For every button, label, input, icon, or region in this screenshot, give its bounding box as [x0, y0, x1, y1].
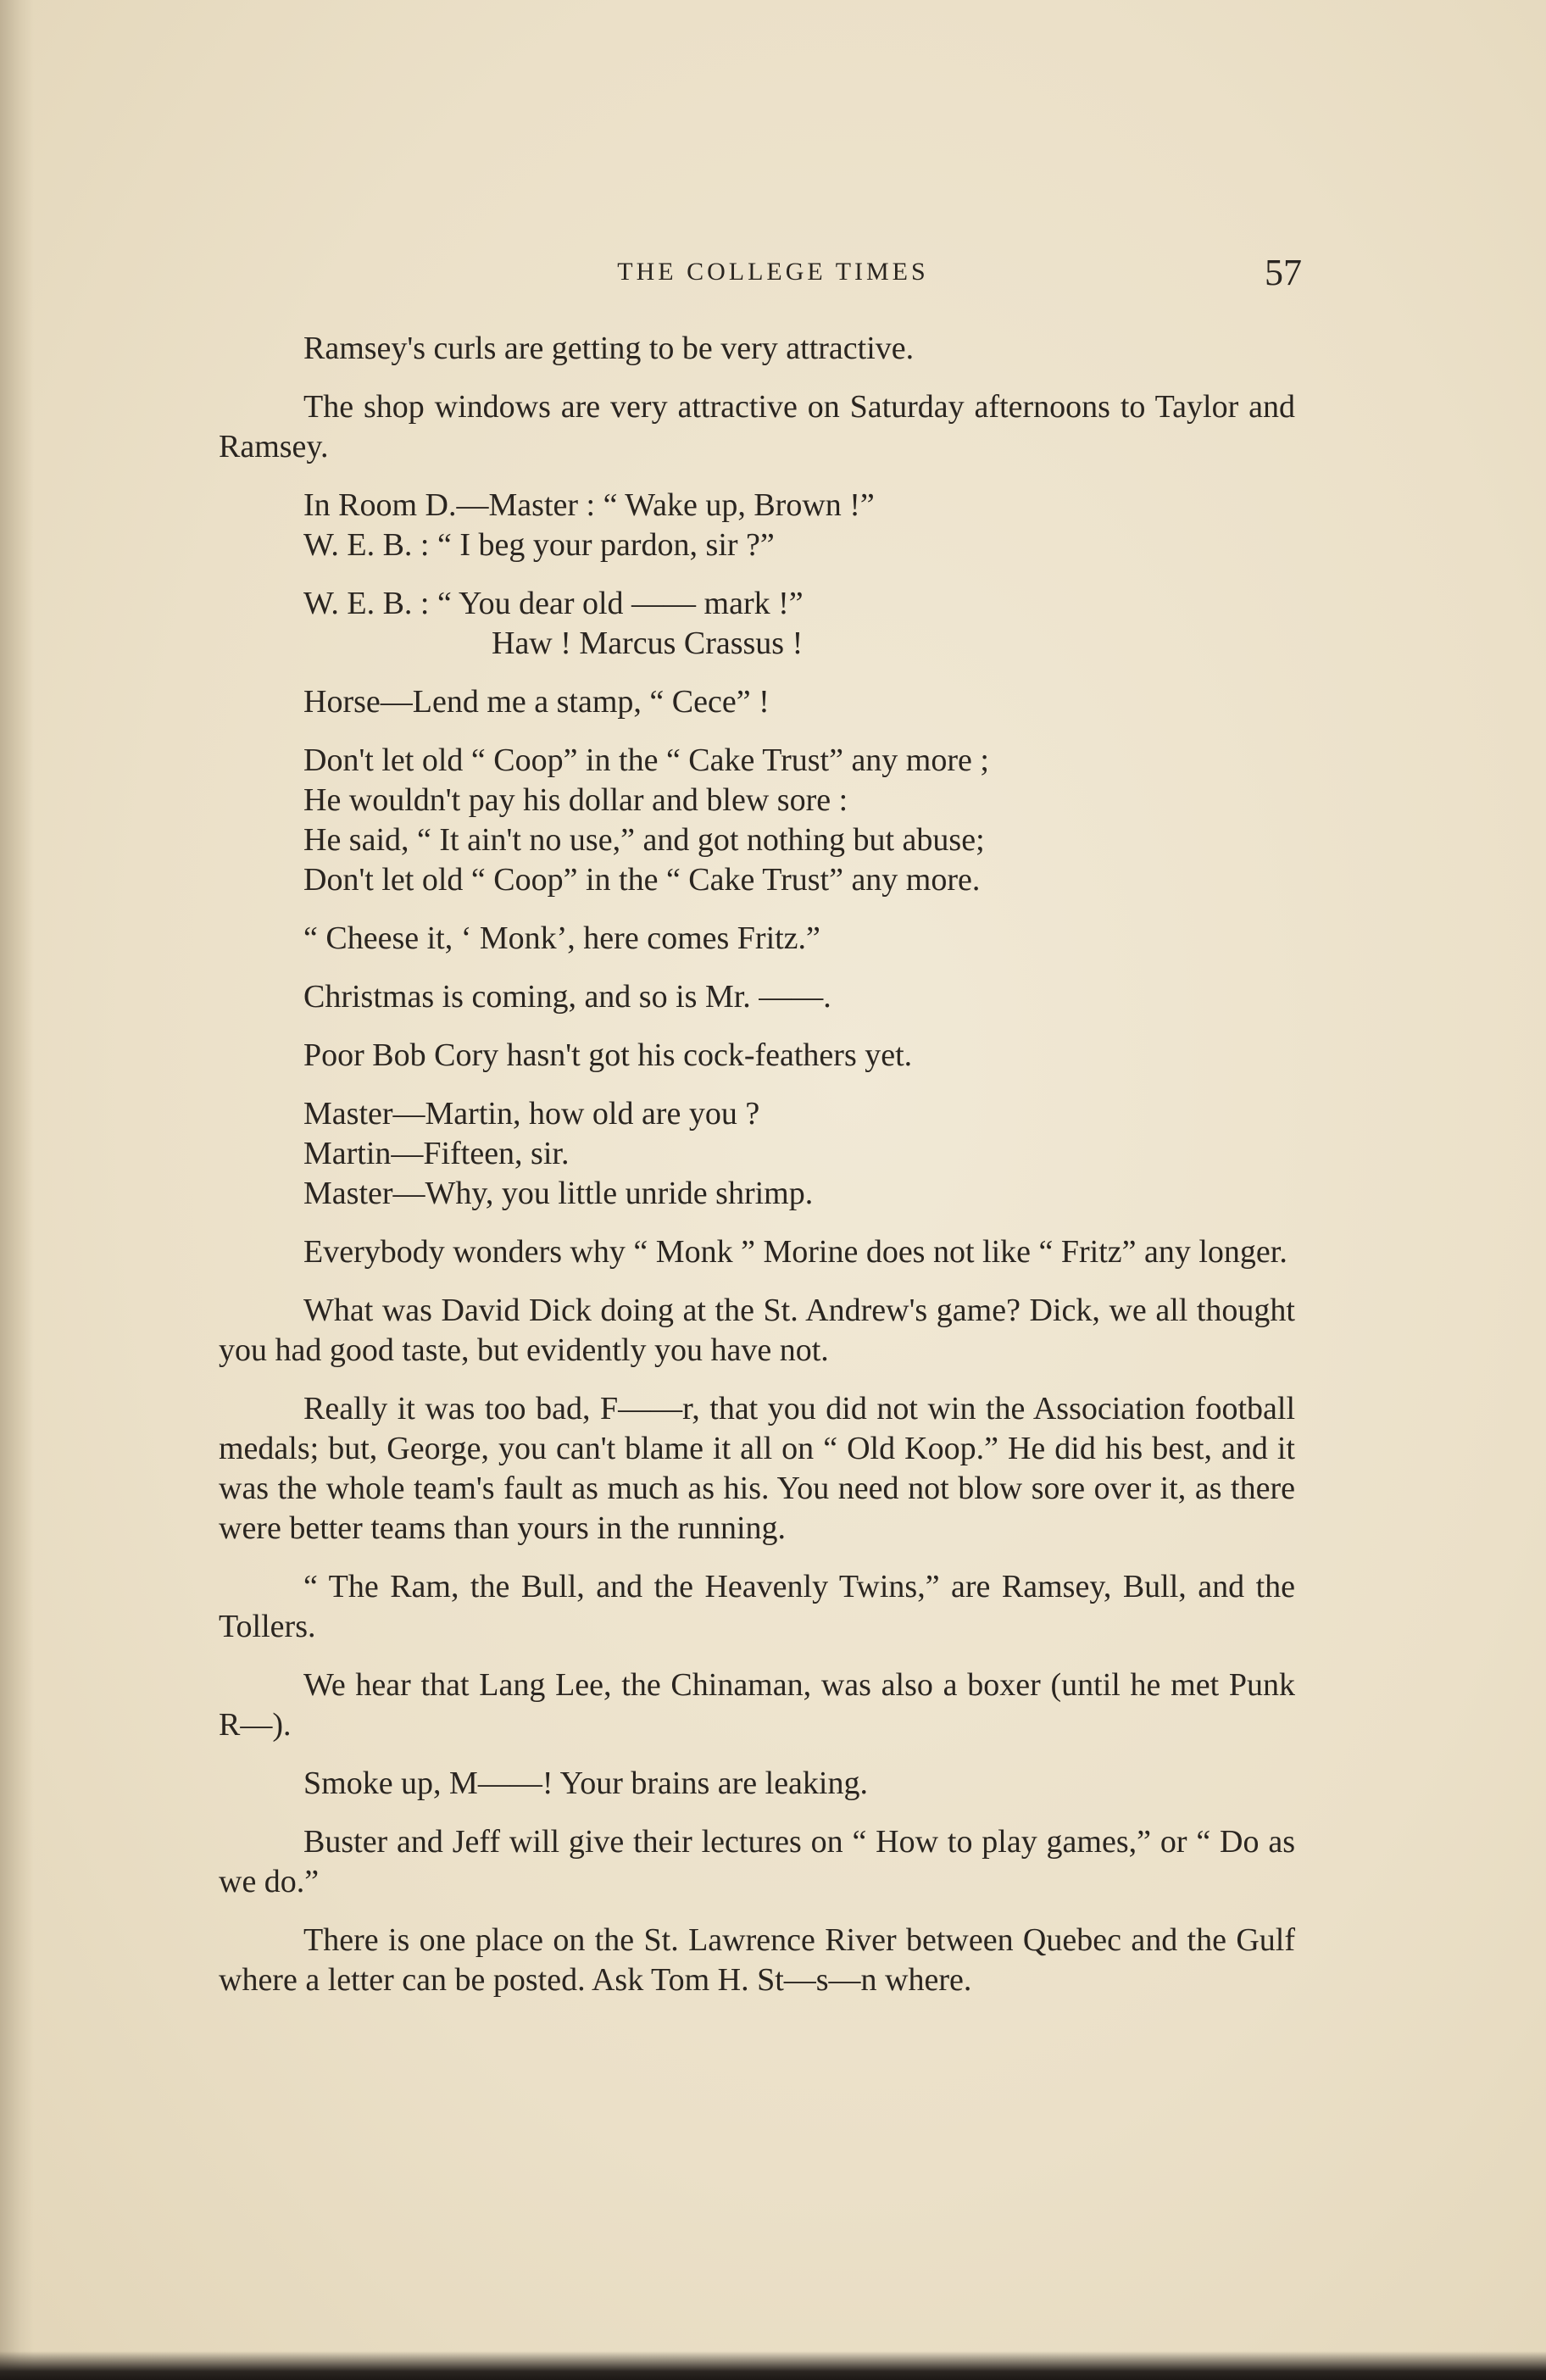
verse-line: He wouldn't pay his dollar and blew sore : [303, 782, 848, 818]
page-binding-shadow [0, 0, 34, 2380]
dialogue-block [219, 1094, 1295, 1214]
page-bottom-edge [0, 2351, 1546, 2380]
page-content [219, 329, 1295, 2019]
verse-block [219, 741, 1295, 900]
page-number: 57 [1265, 252, 1302, 293]
paragraph: “ The Ram, the Bull, and the Heavenly Twins,” are Ramsey, Bull, and the Tollers. [219, 1569, 1295, 1644]
dialogue-line: Haw ! Marcus Crassus ! [492, 626, 804, 661]
paragraph: Horse—Lend me a stamp, “ Cece” ! [303, 684, 770, 720]
paragraph: Buster and Jeff will give their lectures on “ How to play games,” or “ Do as we do.” [219, 1824, 1295, 1899]
paragraph: Christmas is coming, and so is Mr. ——. [303, 979, 831, 1015]
page-header [0, 251, 1546, 293]
paragraph: There is one place on the St. Lawrence River between Quebec and the Gulf where a letter can be posted. Ask Tom H. St—s—n where. [219, 1922, 1295, 1998]
dialogue-line: W. E. B. : “ You dear old —— mark !” [303, 586, 804, 621]
running-title: THE COLLEGE TIMES [617, 258, 929, 286]
dialogue-line: Master—Martin, how old are you ? [303, 1096, 760, 1132]
dialogue-line: Martin—Fifteen, sir. [303, 1136, 570, 1171]
verse-line: Don't let old “ Coop” in the “ Cake Trust” any more ; [303, 742, 989, 778]
paragraph: Poor Bob Cory hasn't got his cock-feathers yet. [303, 1037, 913, 1073]
paragraph: The shop windows are very attractive on Saturday afternoons to Taylor and Ramsey. [219, 389, 1295, 464]
paragraph: Smoke up, M——! Your brains are leaking. [303, 1766, 868, 1801]
paragraph: Really it was too bad, F——r, that you did not win the Association football medals; but, George, you can't blame it all on “ Old Koop.” He did his best, and it was the whole team's fault as much as his. You need not blow sore over it, as there were better teams than yours in the running. [219, 1391, 1295, 1546]
paragraph: What was David Dick doing at the St. Andrew's game? Dick, we all thought you had good taste, but evidently you have not. [219, 1293, 1295, 1368]
dialogue-block [219, 486, 1295, 565]
dialogue-line: In Room D.—Master : “ Wake up, Brown !” [303, 487, 875, 523]
verse-line: He said, “ It ain't no use,” and got nothing but abuse; [303, 822, 985, 858]
dialogue-block [219, 584, 1295, 664]
verse-line: Don't let old “ Coop” in the “ Cake Trust” any more. [303, 862, 981, 898]
paragraph: We hear that Lang Lee, the Chinaman, was also a boxer (until he met Punk R—). [219, 1667, 1295, 1743]
paragraph: “ Cheese it, ‘ Monk’, here comes Fritz.” [303, 920, 820, 956]
paragraph: Ramsey's curls are getting to be very attractive. [303, 331, 915, 366]
dialogue-line: Master—Why, you little unride shrimp. [303, 1176, 814, 1211]
dialogue-line: W. E. B. : “ I beg your pardon, sir ?” [303, 527, 775, 563]
paragraph: Everybody wonders why “ Monk ” Morine does not like “ Fritz” any longer. [303, 1234, 1287, 1270]
